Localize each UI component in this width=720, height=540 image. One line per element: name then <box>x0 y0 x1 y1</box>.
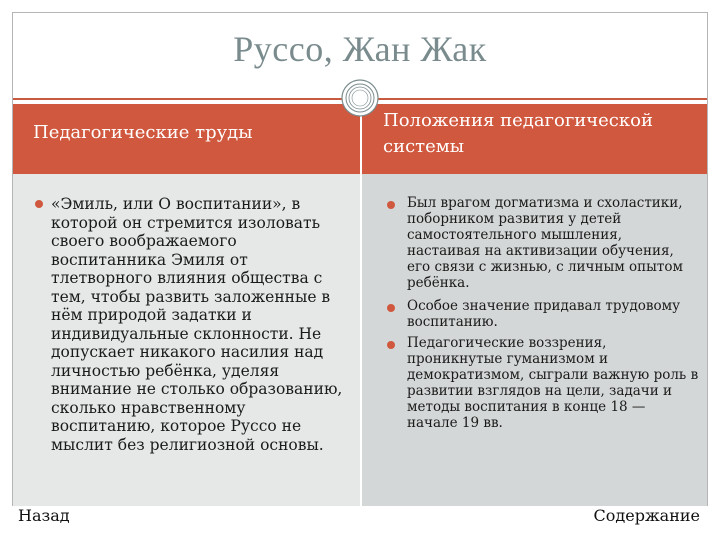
column-divider <box>360 104 362 506</box>
bullet-dot-icon <box>387 201 395 209</box>
left-item-text: «Эмиль, или О воспитании», в которой он стремится изоловать своего воображаемого воспитанника Эмиля от тлетворного влияния общества с тем, чтобы развить заложенные в нём природой задатки и индивидуальные склонности. Не допускает никакого насилия над личностью ребёнка, уделяя внимание не столько образованию, сколько нравственному воспитанию, которое Руссо не мыслит без религиозной основы. <box>51 195 343 454</box>
circle-ornament-icon <box>340 78 380 118</box>
bullet-dot-icon <box>387 341 395 349</box>
header-left-label: Педагогические труды <box>33 122 253 143</box>
bullet-dot-icon <box>387 304 395 312</box>
bullet-dot-icon <box>35 200 43 208</box>
slide-title: Руссо, Жан Жак <box>233 29 487 69</box>
right-item-text: Особое значение придавал трудовому воспитанию. <box>407 298 681 330</box>
contents-link[interactable]: Содержание <box>593 506 700 525</box>
header-right-label: Положения педагогической системы <box>383 110 653 157</box>
back-link[interactable]: Назад <box>18 506 70 525</box>
right-item-text: Педагогические воззрения, проникнутые гуманизмом и демократизмом, сыграли важную роль в развитии взглядов на цели, задачи и методы воспитания в конце 18 — начале 19 вв. <box>407 335 699 431</box>
right-item-text: Был врагом догматизма и схоластики, поборником развития у детей самостоятельного мышления, настаивая на активизации обучения, его связи с жизнью, с личным опытом ребёнка. <box>407 195 683 291</box>
